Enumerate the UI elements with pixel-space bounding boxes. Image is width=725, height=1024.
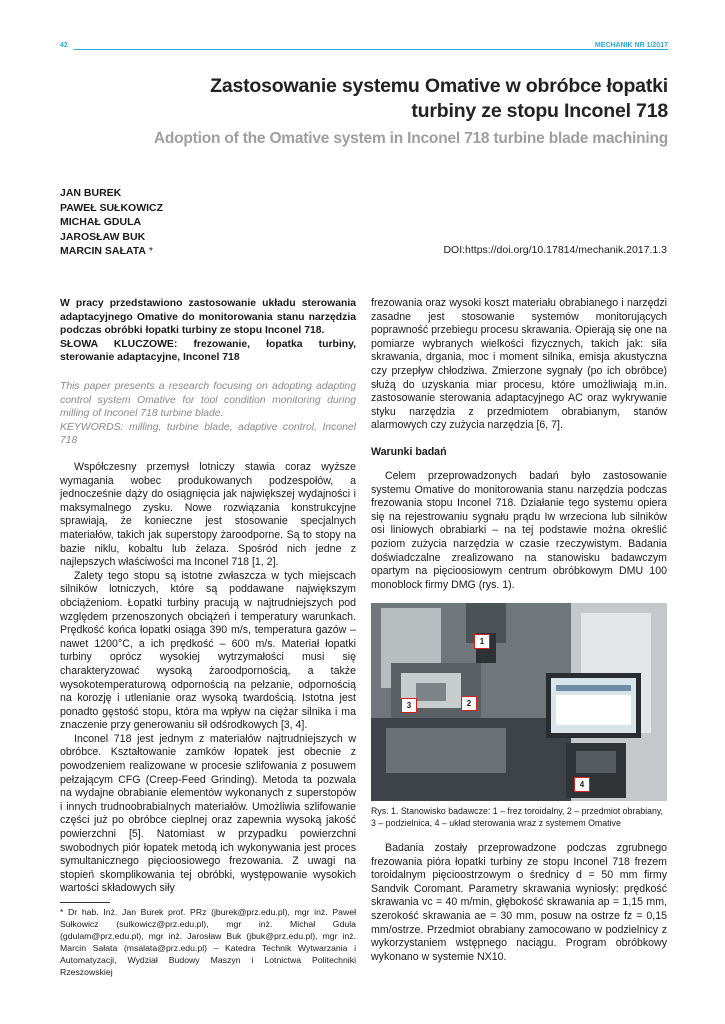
author: JAROSŁAW BUK — [60, 230, 146, 243]
body-left — [60, 461, 356, 896]
author: MICHAŁ GDULA — [60, 216, 142, 228]
paragraph: Zalety tego stopu są istotne zwłaszcza w tych miejscach silników lotniczych, które są poddawane największym obciążeniom. Łopatki turbiny pracują w najtrudniejszych pod względem przenoszonych obciążeń i temperatury warunkach. Prędkość końca łopatki osiąga 390 m/s, temperatura gazów – nawet 1200°C, a ich prędkość – 600 m/s. Materiał łopatki turbiny oprócz wysokiej wytrzymałości musi się charakteryzować wysoką żaroodpornością, a także wysokotemperaturową odpornością na pełzanie, odpornością na korozję i utlenianie oraz wysoką twardością. Istotna jest ponadto gęstość stopu, która ma wpływ na ciężar silnika i ma znaczenie przy generowaniu sił odśrodkowych [3, 4]. — [60, 569, 356, 732]
keywords-pl: SŁOWA KLUCZOWE: frezowanie, łopatka turbiny, sterowanie adaptacyjne, Inconel 718 — [60, 338, 356, 364]
keywords-en: KEYWORDS: milling, turbine blade, adaptive control, Inconel 718 — [60, 421, 356, 447]
figure-label: 4 — [574, 777, 590, 792]
body-right-mid — [371, 470, 667, 592]
paragraph: frezowania oraz wysoki koszt materiału obrabianego i narzędzi zasadne jest stosowanie systemów monitorujących poprawność przebiegu procesu skrawania. Opierają się one na pomiarze wybranych wielkości fizycznych, takich jak: siła skrawania, drgania, moc i moment silnika, emisja akustyczna czy przepływ chłodziwa. Zmierzone sygnały (po ich obróbce) służą do uzyskania miar procesu, które umożliwiają m.in. zastosowanie sterowania adaptacyjnego AC oraz wykrywanie styku narzędzia z przedmiotem obrabianym, stanów alarmowych czy zużycia narzędzia [6, 7]. — [371, 297, 667, 432]
journal-name: MECHANIK NR 1/2017 — [594, 42, 668, 49]
title-line-1: Zastosowanie systemu Omative w obróbce łopatki — [210, 75, 668, 97]
author: JAN BUREK — [60, 187, 122, 199]
abstract-pl-text: W pracy przedstawiono zastosowanie układu sterowania adaptacyjnego Omative do monitorowania stanu narzędzia podczas obróbki łopatki turbiny ze stopu Inconel 718. — [60, 298, 356, 337]
figure-label: 2 — [461, 696, 477, 711]
paragraph: Celem przeprowadzonych badań było zastosowanie systemu Omative do monitorowania stanu narzędzia podczas frezowania stopu Inconel 718. Działanie tego systemu opiera się na rejestrowaniu sygnału prądu Iw wrzeciona lub silników osi liniowych obrabiarki – na tej podstawie można określić poziom zużycia narzędzia w czasie rzeczywistym. Badania doświadczalne zrealizowano na stanowisku badawczym opartym na pięcioosiowym centrum obróbkowym DMU 100 monoblock firmy DMG (rys. 1). — [371, 470, 667, 591]
english-title: Adoption of the Omative system in Inconel 718 turbine blade machining — [153, 130, 668, 147]
abstract-polish — [60, 297, 356, 365]
body-right-bottom — [371, 842, 667, 964]
title-line-2: turbiny ze stopu Inconel 718 — [411, 100, 668, 122]
body-right-top — [371, 297, 667, 433]
author-last — [60, 244, 163, 259]
figure-label: 1 — [474, 634, 490, 649]
figure-label: 3 — [401, 698, 417, 713]
author: PAWEŁ SUŁKOWICZ — [60, 201, 164, 214]
author: MARCIN SAŁATA — [60, 245, 146, 257]
page-number: 42 — [60, 42, 68, 49]
paragraph: Badania zostały przeprowadzone podczas zgrubnego frezowania pióra łopatki turbiny ze stopu Inconel 718 frezem toroidalnym pięcioostrzowym o średnicy d = 50 mm firmy Sandvik Coromant. Parametry skrawania wyniosły: prędkość skrawania vc = 40 m/min, głębokość skrawania ap = 1,15 mm, szerokość skrawania ae = 30 mm, posuw na ostrze fz = 0,15 mm/ostrze. Przedmiot obrabiany zamocowano w podzielnicy z wykorzystaniem wstępnego naciągu. Program obróbkowy wykonano w systemie NX10. — [371, 842, 667, 963]
author-footnote-mark: * — [145, 245, 153, 257]
footnote-rule — [60, 902, 110, 903]
abstract-en-text: This paper presents a research focusing on adopting adapting control system Omative for tool condition monitoring during milling of Inconel 718 turbine blade. — [60, 381, 356, 420]
paragraph: Współczesny przemysł lotniczy stawia coraz wyższe wymagania wobec produkowanych podzespołów, a jednocześnie dąży do osiągnięcia jak największej wydajności i maksymalnego zysku. Nowe rozwiązania konstrukcyjne sprawiają, że konieczne jest stosowanie specjalnych materiałów, takich jak superstopy żaroodporne. Są to stopy na bazie niklu, kobaltu lub żelaza. Spośród nich jedne z najlepszych właściwości ma Inconel 718 [1, 2]. — [60, 461, 356, 569]
footnote: * Dr hab. Inż. Jan Burek prof. PRz (jburek@prz.edu.pl), mgr inż. Paweł Sułkowicz (sulkowicz@prz.edu.pl), mgr inż. Michał Gdula (gdulam@prz.edu.pl), mgr inż. Jarosław Buk (jbuk@prz.edu.pl), mgr inż. Marcin Sałata (msalata@prz.edu.pl) – Katedra Technik Wytwarzania i Automatyzacji, Wydział Budowy Maszyn i Lotnictwa Politechniki Rzeszowskiej — [60, 907, 356, 977]
test-stand-photo — [371, 603, 667, 801]
abstract-english — [60, 380, 356, 448]
author-list — [60, 186, 163, 259]
doi[interactable]: DOI:https://doi.org/10.17814/mechanik.2017.1.3 — [443, 244, 667, 256]
figure-caption: Rys. 1. Stanowisko badawcze: 1 – frez toroidalny, 2 – przedmiot obrabiany, 3 – podzielnica, 4 – układ sterowania wraz z systemem Omative — [371, 806, 664, 828]
header-rule — [74, 49, 668, 50]
article-title — [90, 74, 668, 124]
paragraph: Inconel 718 jest jednym z materiałów najtrudniejszych w obróbce. Kształtowanie zamków łopatek jest obecnie z powodzeniem realizowane w procesie szlifowania z posuwem pełzającym CFG (Creep-Feed Grinding). Metoda ta pozwala na wydajne obrabianie elementów wykonanych z superstopów i innych trudnoobrabialnych materiałów. Umożliwia szlifowanie części już po obróbce cieplnej oraz zapewnia wysoką jakość powierzchni [5]. Natomiast w przypadku powierzchni swobodnych piór łopatek metodą ich wykonywania jest proces symultanicznego pięcioosiowego frezowania. Z uwagi na stopień skomplikowania tej obróbki, występowanie wysokich wartości składowych siły — [60, 732, 356, 895]
section-heading: Warunki badań — [371, 446, 447, 458]
